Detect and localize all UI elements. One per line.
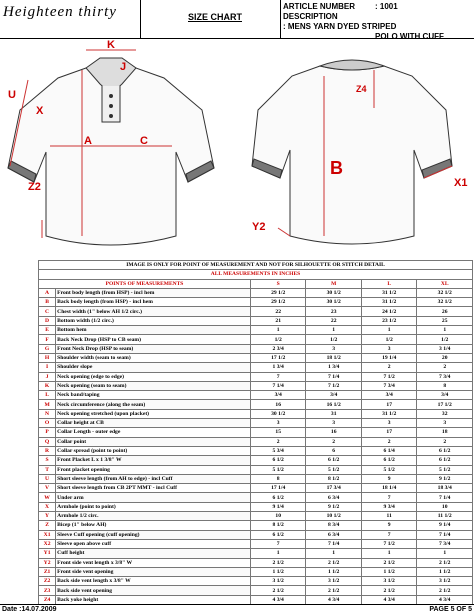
cell-m: 30 1/2 [306,298,362,307]
cell-l: 6 1/4 [361,446,417,455]
cell-desc: Front side vent opening [56,567,251,576]
column-header: XL [417,279,473,288]
cell-desc: Bicep (1" below AH) [56,521,251,530]
cell-s: 17 1/4 [250,484,306,493]
cell-desc: Front Placket L x 1 3/8" W [56,456,251,465]
cell-s: 1 [250,549,306,558]
cell-l: 19 1/4 [361,353,417,362]
cell-s: 1 [250,326,306,335]
article-label: ARTICLE NUMBER [283,2,355,11]
cell-m: 1 [306,326,362,335]
cell-m: 3 [306,344,362,353]
cell-s: 2 3/4 [250,344,306,353]
table-row [39,446,473,455]
cell-m: 16 1/2 [306,400,362,409]
cell-l: 7 [361,530,417,539]
cell-code: L [39,391,56,400]
cell-code: X1 [39,530,56,539]
table-row [39,400,473,409]
cell-m: 7 1/2 [306,381,362,390]
cell-desc: Back side vent length x 3/8" W [56,577,251,586]
table-row [39,428,473,437]
divider [140,0,141,38]
cell-l: 31 1/2 [361,409,417,418]
cell-desc: Neck opening stretched (upon placket) [56,409,251,418]
cell-xl: 9 1/2 [417,474,473,483]
table-row [39,567,473,576]
description-line1: : MENS YARN DYED STRIPED [283,22,397,31]
cell-m: 1 1/2 [306,567,362,576]
cell-xl: 32 [417,409,473,418]
table-row [39,335,473,344]
cell-desc: Under arm [56,493,251,502]
cell-s: 1 3/4 [250,363,306,372]
cell-desc: Chest width (1" below AH 1/2 circ.) [56,307,251,316]
cell-m: 3/4 [306,391,362,400]
cell-xl: 5 1/2 [417,465,473,474]
cell-s: 1/2 [250,335,306,344]
cell-code: H [39,353,56,362]
cell-xl: 32 1/2 [417,298,473,307]
divider [280,0,281,38]
cell-s: 5 3/4 [250,446,306,455]
table-row [39,512,473,521]
cell-code: N [39,409,56,418]
cell-desc: Collar height at CB [56,419,251,428]
cell-xl: 18 3/4 [417,484,473,493]
cell-code: A [39,288,56,297]
cell-l: 24 1/2 [361,307,417,316]
cell-l: 17 [361,428,417,437]
article-meta [283,2,474,42]
cell-s: 29 1/2 [250,298,306,307]
cell-l: 7 [361,493,417,502]
cell-s: 6 1/2 [250,493,306,502]
cell-s: 2 1/2 [250,558,306,567]
cell-code: F [39,335,56,344]
cell-m: 6 3/4 [306,493,362,502]
cell-code: G [39,344,56,353]
column-header: S [250,279,306,288]
cell-code: T [39,465,56,474]
cell-xl: 8 [417,381,473,390]
table-row [39,539,473,548]
cell-l: 3 1/2 [361,577,417,586]
cell-l: 1 [361,549,417,558]
table-row [39,586,473,595]
size-chart-table [38,260,473,605]
table-header-row [39,279,473,288]
cell-desc: Neck band/taping [56,391,251,400]
cell-desc: Front placket opening [56,465,251,474]
article-value: : 1001 [375,2,398,11]
cell-l: 2 1/2 [361,558,417,567]
cell-xl: 1 [417,326,473,335]
cell-xl: 17 1/2 [417,400,473,409]
cell-code: V [39,484,56,493]
cell-s: 2 1/2 [250,586,306,595]
cell-s: 6 1/2 [250,456,306,465]
label-y2: Y2 [252,221,266,233]
table-subnote: ALL MEASUREMENTS IN INCHES [39,270,473,279]
label-z4: Z4 [356,84,367,94]
label-x1: X1 [454,177,468,189]
cell-l: 4 3/4 [361,595,417,604]
cell-code: C [39,307,56,316]
table-row [39,465,473,474]
cell-m: 7 1/4 [306,539,362,548]
cell-desc: Neck circumference (along the seam) [56,400,251,409]
cell-xl: 25 [417,316,473,325]
cell-code: P [39,428,56,437]
cell-l: 11 [361,512,417,521]
cell-m: 30 1/2 [306,288,362,297]
cell-desc: Front side vent length x 3/8" W [56,558,251,567]
cell-code: Z [39,521,56,530]
cell-m: 1 [306,549,362,558]
cell-code: E [39,326,56,335]
label-x: X [36,105,44,117]
cell-l: 7 1/2 [361,372,417,381]
cell-m: 23 [306,307,362,316]
cell-s: 7 [250,372,306,381]
cell-desc: Neck opening (edge to edge) [56,372,251,381]
cell-s: 16 [250,400,306,409]
table-row [39,419,473,428]
cell-s: 17 1/2 [250,353,306,362]
cell-l: 2 [361,437,417,446]
cell-m: 4 3/4 [306,595,362,604]
cell-xl: 3/4 [417,391,473,400]
label-a: A [84,135,92,147]
table-row [39,316,473,325]
cell-s: 8 1/2 [250,521,306,530]
cell-m: 7 1/4 [306,372,362,381]
brand-logo: Heighteen thirty [3,4,117,20]
cell-m: 1 3/4 [306,363,362,372]
label-k: K [107,40,115,51]
cell-desc: Back yoke height [56,595,251,604]
cell-desc: Shoulder width (seam to seam) [56,353,251,362]
cell-desc: Neck opening (seam to seam) [56,381,251,390]
cell-l: 6 1/2 [361,456,417,465]
cell-l: 18 1/4 [361,484,417,493]
cell-desc: Back side vent opening [56,586,251,595]
cell-m: 10 1/2 [306,512,362,521]
cell-l: 7 1/2 [361,539,417,548]
cell-l: 7 3/4 [361,381,417,390]
cell-code: J [39,372,56,381]
cell-m: 6 3/4 [306,530,362,539]
cell-m: 2 [306,437,362,446]
cell-code: Z3 [39,586,56,595]
cell-desc: Cuff height [56,549,251,558]
cell-xl: 1 [417,549,473,558]
cell-code: Y2 [39,558,56,567]
cell-desc: Short sleeve length (from AH to edge) - incl Cuff [56,474,251,483]
cell-code: I [39,363,56,372]
cell-desc: Front body length (from HSP) - incl hem [56,288,251,297]
cell-code: K [39,381,56,390]
cell-l: 23 1/2 [361,316,417,325]
cell-s: 15 [250,428,306,437]
cell-m: 5 1/2 [306,465,362,474]
cell-xl: 2 [417,437,473,446]
cell-s: 3/4 [250,391,306,400]
cell-desc: Bottom width (1/2 circ.) [56,316,251,325]
cell-s: 7 1/4 [250,381,306,390]
footer-date: Date :14.07.2009 [2,606,57,613]
cell-xl: 6 1/2 [417,446,473,455]
cell-m: 18 1/2 [306,353,362,362]
cell-l: 9 3/4 [361,502,417,511]
cell-s: 7 [250,539,306,548]
cell-m: 17 3/4 [306,484,362,493]
cell-code: Q [39,437,56,446]
table-row [39,577,473,586]
cell-code: W [39,493,56,502]
description-label: DESCRIPTION [283,12,338,21]
cell-m: 3 [306,419,362,428]
table-row [39,521,473,530]
cell-l: 9 [361,474,417,483]
cell-desc: Armhole 1/2 circ. [56,512,251,521]
table-row [39,326,473,335]
cell-m: 8 3/4 [306,521,362,530]
label-u: U [8,89,16,101]
table-row [39,391,473,400]
cell-desc: Sleeve open above cuff [56,539,251,548]
cell-l: 17 [361,400,417,409]
cell-code: R [39,446,56,455]
description-line2: POLO WITH CUFF [375,32,444,41]
cell-xl: 7 1/4 [417,493,473,502]
cell-s: 2 [250,437,306,446]
cell-code: Z4 [39,595,56,604]
column-header: M [306,279,362,288]
cell-m: 9 1/2 [306,502,362,511]
cell-l: 1/2 [361,335,417,344]
table-row [39,493,473,502]
table-row [39,307,473,316]
cell-l: 5 1/2 [361,465,417,474]
cell-l: 2 1/2 [361,586,417,595]
cell-xl: 32 1/2 [417,288,473,297]
table-row [39,456,473,465]
cell-m: 1/2 [306,335,362,344]
cell-xl: 6 1/2 [417,456,473,465]
table-row [39,558,473,567]
cell-desc: Armhole (point to point) [56,502,251,511]
cell-m: 6 1/2 [306,456,362,465]
table-row [39,409,473,418]
table-row [39,437,473,446]
cell-l: 1 1/2 [361,567,417,576]
cell-s: 22 [250,307,306,316]
cell-s: 29 1/2 [250,288,306,297]
table-row [39,353,473,362]
cell-desc: Back body length (from HSP) - incl hem [56,298,251,307]
cell-l: 31 1/2 [361,288,417,297]
table-row [39,363,473,372]
cell-l: 3 [361,419,417,428]
cell-m: 3 1/2 [306,577,362,586]
cell-m: 16 [306,428,362,437]
cell-code: D [39,316,56,325]
cell-xl: 3 1/4 [417,344,473,353]
cell-m: 6 [306,446,362,455]
cell-xl: 4 3/4 [417,595,473,604]
cell-xl: 3 [417,419,473,428]
cell-xl: 2 1/2 [417,586,473,595]
cell-desc: Front Neck Drop (HSP to seam) [56,344,251,353]
cell-code: M [39,400,56,409]
page-title: SIZE CHART [188,12,242,22]
cell-code: X [39,502,56,511]
cell-code: O [39,419,56,428]
front-polo-drawing [8,58,214,245]
cell-desc: Sleeve Cuff opening (cuff opening) [56,530,251,539]
cell-code: U [39,474,56,483]
table-row [39,484,473,493]
cell-l: 1 [361,326,417,335]
cell-xl: 2 [417,363,473,372]
cell-xl: 1 1/2 [417,567,473,576]
cell-l: 3 [361,344,417,353]
cell-xl: 7 3/4 [417,372,473,381]
cell-code: S [39,456,56,465]
cell-xl: 7 3/4 [417,539,473,548]
column-header: POINTS OF MEASUREMENTS [39,279,251,288]
cell-code: Z2 [39,577,56,586]
cell-m: 8 1/2 [306,474,362,483]
table-row [39,344,473,353]
cell-s: 9 1/4 [250,502,306,511]
table-row [39,288,473,297]
cell-s: 5 1/2 [250,465,306,474]
cell-code: Y [39,512,56,521]
column-header: L [361,279,417,288]
cell-desc: Collar spread (point to point) [56,446,251,455]
label-c: C [140,135,148,147]
cell-xl: 7 1/4 [417,530,473,539]
cell-xl: 3 1/2 [417,577,473,586]
back-polo-drawing [252,60,452,244]
cell-s: 30 1/2 [250,409,306,418]
label-j: J [120,61,127,73]
cell-m: 22 [306,316,362,325]
cell-code: B [39,298,56,307]
cell-l: 31 1/2 [361,298,417,307]
table-row [39,474,473,483]
cell-xl: 9 1/4 [417,521,473,530]
header [0,0,474,39]
cell-code: Y1 [39,549,56,558]
cell-xl: 10 [417,502,473,511]
cell-l: 9 [361,521,417,530]
cell-xl: 20 [417,353,473,362]
table-row [39,381,473,390]
cell-s: 1 1/2 [250,567,306,576]
cell-s: 3 1/2 [250,577,306,586]
cell-xl: 2 1/2 [417,558,473,567]
cell-code: X2 [39,539,56,548]
table-row [39,502,473,511]
cell-m: 31 [306,409,362,418]
cell-s: 21 [250,316,306,325]
table-row [39,530,473,539]
cell-l: 2 [361,363,417,372]
cell-code: Z1 [39,567,56,576]
cell-xl: 1/2 [417,335,473,344]
cell-l: 3/4 [361,391,417,400]
label-b: B [330,158,343,178]
cell-desc: Short sleeve length from CB 2PT MMT - incl Cuff [56,484,251,493]
footer-page: PAGE 5 OF 5 [429,606,472,613]
cell-m: 2 1/2 [306,586,362,595]
cell-desc: Collar point [56,437,251,446]
cell-s: 10 [250,512,306,521]
table-row [39,549,473,558]
table-row [39,298,473,307]
cell-s: 8 [250,474,306,483]
cell-xl: 26 [417,307,473,316]
table-row [39,372,473,381]
cell-m: 2 1/2 [306,558,362,567]
table-note: IMAGE IS ONLY FOR POINT OF MEASUREMENT AND NOT FOR SILHOUETTE OR STITCH DETAIL [39,261,473,270]
cell-desc: Bottom hem [56,326,251,335]
footer [0,604,474,615]
cell-s: 6 1/2 [250,530,306,539]
cell-xl: 18 [417,428,473,437]
garment-diagram [0,40,474,252]
cell-desc: Collar Length - outer edge [56,428,251,437]
cell-xl: 11 1/2 [417,512,473,521]
cell-s: 3 [250,419,306,428]
label-z2: Z2 [28,181,41,193]
cell-desc: Back Neck Drop (HSP to CB seam) [56,335,251,344]
cell-s: 4 3/4 [250,595,306,604]
cell-desc: Shoulder slope [56,363,251,372]
